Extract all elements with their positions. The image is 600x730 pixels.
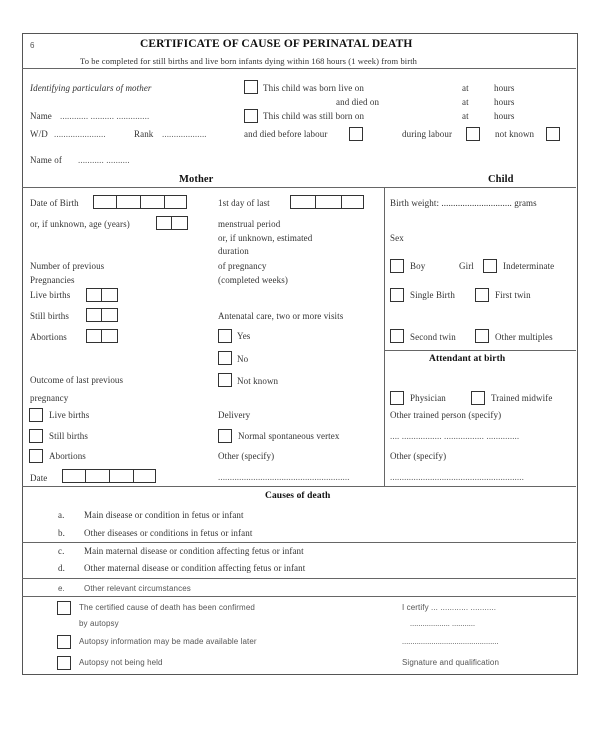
hours-label: hours — [494, 83, 515, 93]
antenatal-no-checkbox[interactable] — [218, 351, 232, 365]
at-label: at — [462, 111, 469, 121]
menstrual-label: menstrual period — [218, 219, 281, 229]
cause-d-label: Other maternal disease or condition affecting fetus or infant — [84, 563, 306, 573]
at-label: at — [462, 83, 469, 93]
of-pregnancy-label: of pregnancy — [218, 261, 267, 271]
cause-b-letter: b. — [58, 528, 65, 538]
cause-a-letter: a. — [58, 510, 65, 520]
number-previous-label: Number of previous — [30, 261, 105, 271]
autopsy-not-held-checkbox[interactable] — [57, 656, 71, 670]
autopsy-confirmed-label-2: by autopsy — [79, 619, 119, 628]
attendant-other-field[interactable]: ......................................................... — [390, 472, 524, 482]
cause-a-label: Main disease or condition in fetus or infant — [84, 510, 244, 520]
or-unknown-label: or, if unknown, estimated — [218, 233, 313, 243]
divider — [22, 578, 576, 579]
still-births-count[interactable] — [86, 308, 118, 322]
other-trained-label: Other trained person (specify) — [390, 410, 502, 420]
second-twin-label: Second twin — [410, 332, 456, 342]
mother-name-label: Name — [30, 111, 52, 121]
second-twin-checkbox[interactable] — [390, 329, 404, 343]
girl-checkbox[interactable] — [483, 259, 497, 273]
sex-label: Sex — [390, 233, 404, 243]
live-births-label: Live births — [30, 290, 71, 300]
antenatal-unknown-checkbox[interactable] — [218, 373, 232, 387]
abortions-label: Abortions — [30, 332, 67, 342]
still-born-label: This child was still born on — [263, 111, 365, 121]
autopsy-later-label: Autopsy information may be made available later — [79, 637, 257, 646]
pregnancy-label: pregnancy — [30, 393, 69, 403]
cause-e-label: Other relevant circumstances — [84, 584, 191, 593]
signature-field[interactable]: .............................................. — [402, 637, 499, 646]
outcome-live-checkbox[interactable] — [29, 408, 43, 422]
cause-d-letter: d. — [58, 563, 65, 573]
attendant-heading: Attendant at birth — [429, 354, 506, 364]
trained-midwife-checkbox[interactable] — [471, 391, 485, 405]
delivery-other-label: Other (specify) — [218, 451, 275, 461]
mother-heading: Mother — [179, 174, 214, 185]
causes-heading: Causes of death — [265, 491, 331, 501]
name-of-label: Name of — [30, 155, 62, 165]
dob-label: Date of Birth — [30, 198, 79, 208]
girl-label: Girl — [459, 261, 474, 271]
first-day-label: 1st day of last — [218, 198, 270, 208]
hours-label: hours — [494, 97, 515, 107]
autopsy-confirmed-checkbox[interactable] — [57, 601, 71, 615]
form-subtitle: To be completed for still births and live born infants dying within 168 hours (1 week) from birth — [80, 56, 418, 66]
single-birth-checkbox[interactable] — [390, 288, 404, 302]
during-labour-checkbox[interactable] — [466, 127, 480, 141]
other-trained-field[interactable]: .... ................. ................. .............. — [390, 431, 520, 441]
died-on-label: and died on — [336, 97, 380, 107]
age-field[interactable] — [156, 216, 188, 230]
other-multiples-checkbox[interactable] — [475, 329, 489, 343]
divider — [22, 542, 576, 543]
attendant-other-label: Other (specify) — [390, 451, 447, 461]
outcome-abortion-label: Abortions — [49, 451, 86, 461]
not-known-label: not known — [495, 129, 535, 139]
child-heading: Child — [488, 174, 514, 185]
still-births-label: Still births — [30, 311, 69, 321]
divider — [384, 350, 576, 351]
autopsy-later-checkbox[interactable] — [57, 635, 71, 649]
live-births-count[interactable] — [86, 288, 118, 302]
abortions-count[interactable] — [86, 329, 118, 343]
boy-checkbox[interactable] — [390, 259, 404, 273]
wd-label: W/D — [30, 129, 48, 139]
autopsy-confirmed-label: The certified cause of death has been confirmed — [79, 603, 255, 612]
before-labour-checkbox[interactable] — [349, 127, 363, 141]
age-unknown-label: or, if unknown, age (years) — [30, 219, 130, 229]
birth-weight-field[interactable]: Birth weight: .............................. grams — [390, 198, 537, 208]
i-certify-field[interactable]: I certify ... ............ ........... — [402, 603, 497, 612]
cause-c-label: Main maternal disease or condition affecting fetus or infant — [84, 546, 304, 556]
cause-e-letter: e. — [58, 584, 65, 593]
antenatal-yes-checkbox[interactable] — [218, 329, 232, 343]
other-multiples-label: Other multiples — [495, 332, 553, 342]
antenatal-unknown-label: Not known — [237, 376, 279, 386]
trained-midwife-label: Trained midwife — [491, 393, 553, 403]
first-twin-label: First twin — [495, 290, 531, 300]
normal-vertex-checkbox[interactable] — [218, 429, 232, 443]
delivery-other-field[interactable]: ........................................................ — [218, 472, 350, 482]
not-known-checkbox[interactable] — [546, 127, 560, 141]
dob-field[interactable] — [93, 195, 187, 209]
column-divider — [384, 187, 385, 486]
wd-field[interactable]: ...................... — [54, 129, 106, 139]
normal-vertex-label: Normal spontaneous vertex — [238, 431, 340, 441]
lmp-field[interactable] — [290, 195, 364, 209]
outcome-label: Outcome of last previous — [30, 375, 124, 385]
pregnancies-label: Pregnancies — [30, 275, 75, 285]
antenatal-yes-label: Yes — [237, 331, 251, 341]
outcome-still-label: Still births — [49, 431, 88, 441]
duration-label: duration — [218, 246, 249, 256]
born-live-label: This child was born live on — [263, 83, 364, 93]
outcome-date-field[interactable] — [62, 469, 156, 483]
divider — [22, 68, 576, 69]
delivery-label: Delivery — [218, 410, 251, 420]
form-number: 6 — [30, 41, 35, 50]
single-birth-label: Single Birth — [410, 290, 455, 300]
antenatal-no-label: No — [237, 354, 249, 364]
divider — [22, 187, 576, 188]
cause-c-letter: c. — [58, 546, 65, 556]
indeterminate-label: Indeterminate — [503, 261, 555, 271]
divider — [22, 596, 576, 597]
signature-label: Signature and qualification — [402, 658, 499, 667]
outcome-abortion-checkbox[interactable] — [29, 449, 43, 463]
died-before-labour-label: and died before labour — [244, 129, 328, 139]
during-labour-label: during labour — [402, 129, 453, 139]
certify-detail-field[interactable]: ................... ........... — [410, 619, 476, 628]
outcome-live-label: Live births — [49, 410, 90, 420]
date-label: Date — [30, 473, 48, 483]
name-of-field[interactable]: ........... .......... — [78, 155, 130, 165]
cause-b-label: Other diseases or conditions in fetus or infant — [84, 528, 253, 538]
born-live-checkbox[interactable] — [244, 80, 258, 94]
identifying-label: Identifying particulars of mother — [30, 83, 152, 93]
rank-label: Rank — [134, 129, 154, 139]
hours-label: hours — [494, 111, 515, 121]
at-label: at — [462, 97, 469, 107]
antenatal-label: Antenatal care, two or more visits — [218, 311, 344, 321]
outcome-still-checkbox[interactable] — [29, 429, 43, 443]
physician-label: Physician — [410, 393, 446, 403]
still-born-checkbox[interactable] — [244, 109, 258, 123]
first-twin-checkbox[interactable] — [475, 288, 489, 302]
rank-field[interactable]: ................... — [162, 129, 207, 139]
physician-checkbox[interactable] — [390, 391, 404, 405]
autopsy-not-held-label: Autopsy not being held — [79, 658, 163, 667]
divider — [22, 486, 576, 487]
mother-name-field[interactable]: ............ .......... .............. — [60, 111, 150, 121]
boy-label: Boy — [410, 261, 426, 271]
form-title: CERTIFICATE OF CAUSE OF PERINATAL DEATH — [140, 38, 413, 50]
completed-weeks-label: (completed weeks) — [218, 275, 288, 285]
